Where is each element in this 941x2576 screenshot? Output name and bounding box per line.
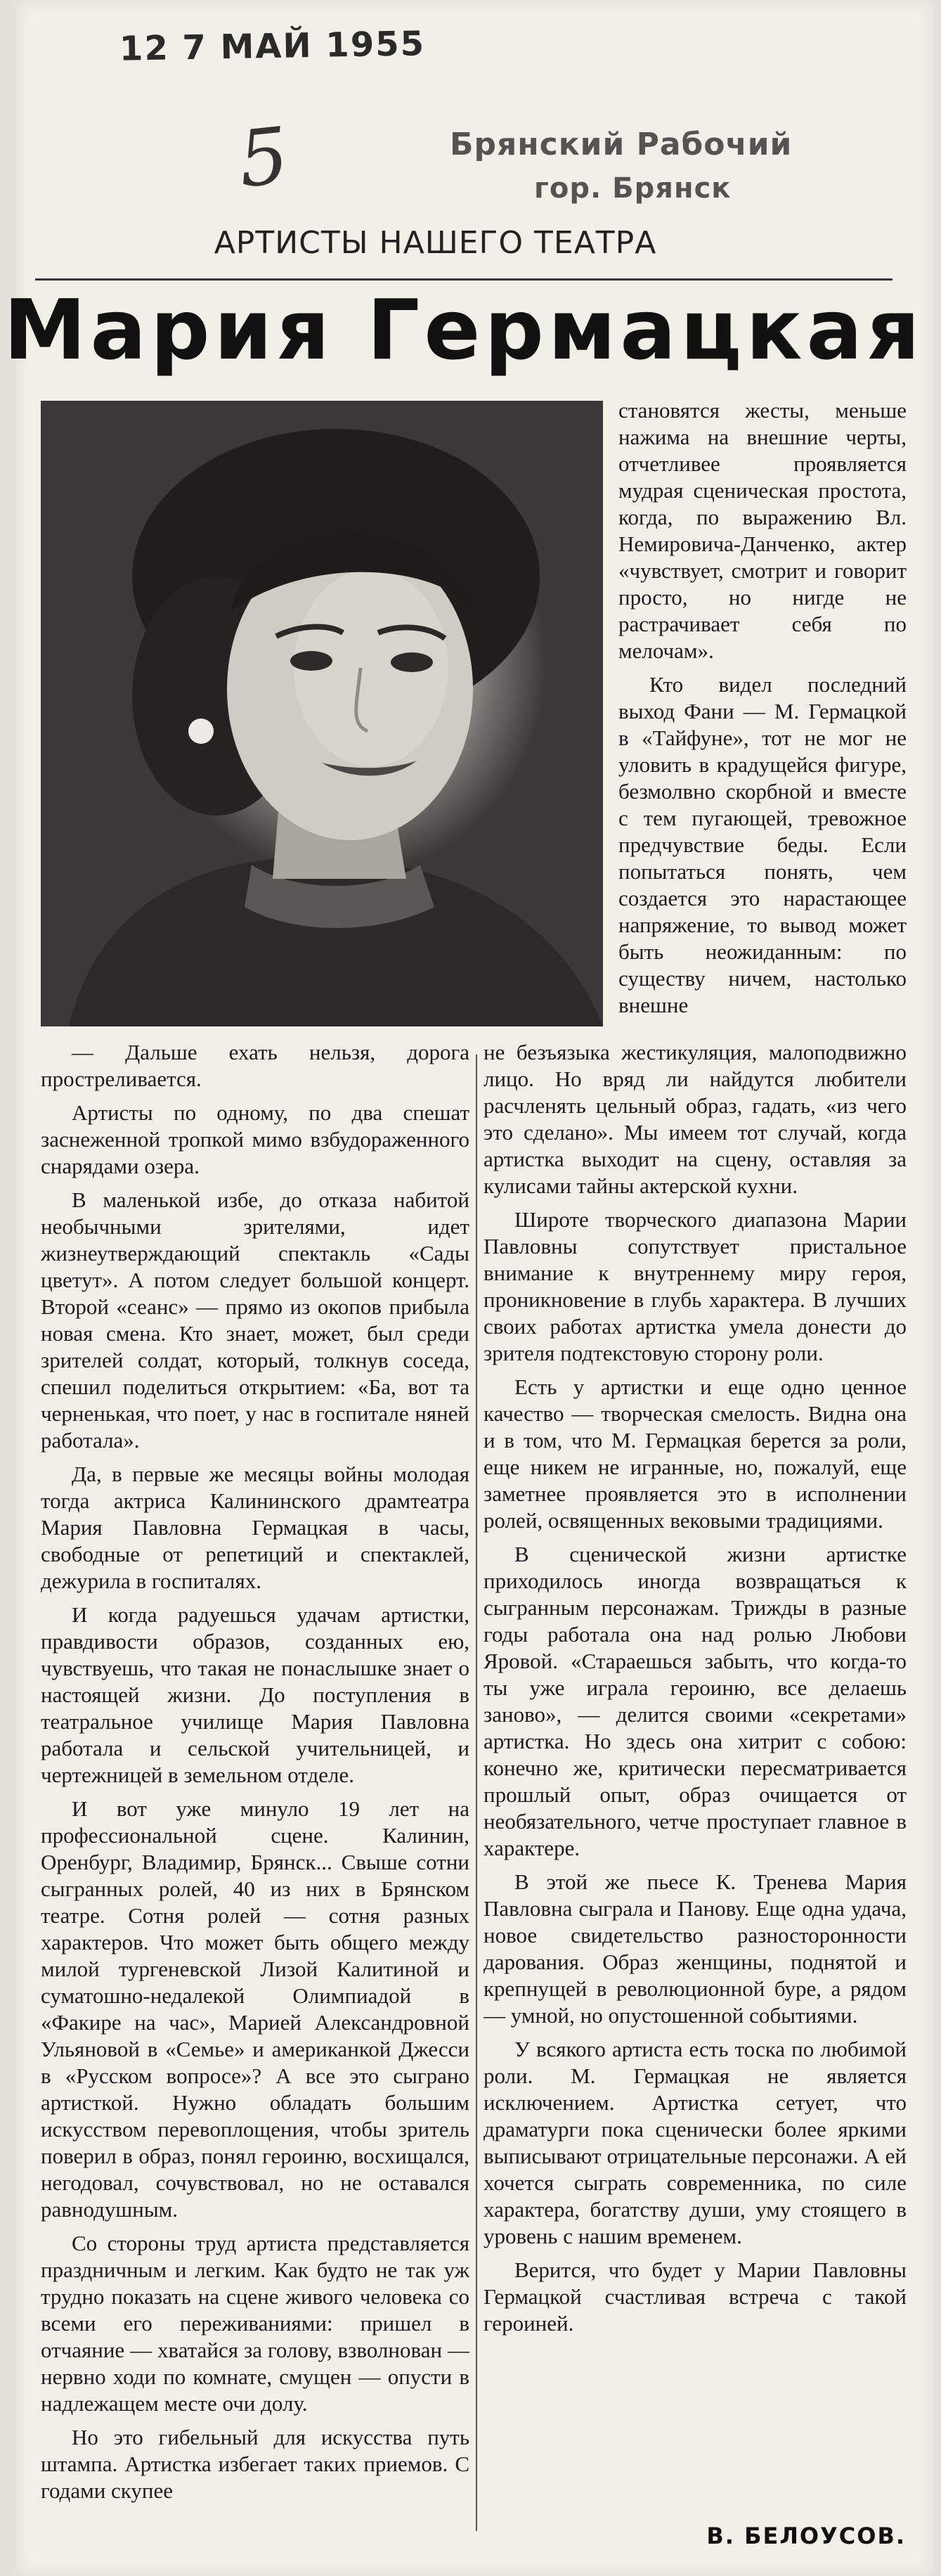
portrait-photo [41, 401, 603, 1026]
portrait-illustration [41, 401, 603, 1026]
date-stamp: 12 7 МАЙ 1955 [119, 24, 426, 69]
paragraph: Но это гибельный для искусства путь штампа. Артистка избегает таких приемов. С годами скупее [41, 2425, 469, 2503]
paragraph: не безъязыка жестикуляция, малоподвижно лицо. Но вряд ли найдутся любители расчленять цельный образ, гадать, «из чего это сделано». Мы имеем тот случай, когда артистка выходит на сцену, оставляя за кулисами тайны актерской кухни. [484, 1040, 907, 1198]
rubric-heading: АРТИСТЫ НАШЕГО ТЕАТРА [214, 225, 657, 261]
paragraph: Широте творческого диапазона Марии Павловны сопутствует пристальное внимание к внутреннему миру героя, проникновение в глубь характера. В лучших своих работах артистка умела донести до зрителя подтекстовую сторону роли. [484, 1207, 907, 1365]
city-stamp: гор. Брянск [534, 172, 732, 205]
paragraph: Есть у артистки и еще одно ценное качество — творческая смелость. Видна она и в том, что М. Гермацкая берется за роли, еще никем не игранные, но, пожалуй, еще заметнее проявляется это в исполнении ролей, освященных вековыми традициями. [484, 1374, 907, 1533]
article-title: Мария Гермацкая [4, 281, 924, 378]
paragraph: Артисты по одному, по два спешат заснеженной тропкой мимо взбудораженного снарядами озера. [41, 1100, 469, 1178]
paragraph: У всякого артиста есть тоска по любимой роли. М. Гермацкая не является исключением. Артистка сетует, что драматурги пока сценически более яркими выписывают отрицательные персонажи. А ей хочется сыграть современника, по силе характера, богатству души, уму стоящего в уровень с нашим временем. [484, 2037, 907, 2248]
paragraph: В маленькой избе, до отказа набитой необычными зрителями, идет жизнеутверждающий спектакль «Сады цветут». А потом следует большой концерт. Второй «сеанс» — прямо из окопов прибыла новая смена. Кто знает, может, был среди зрителей солдат, который, толкнув соседа, спешил поделиться открытием: «Ба, вот та черненькая, что поет, у нас в госпитале няней работала». [41, 1187, 469, 1453]
article-column-left [41, 1039, 469, 2530]
paragraph: В этой же пьесе К. Тренева Мария Павловна сыграла и Панову. Еще одна удача, новое свидетельство разносторонности дарования. Образ женщины, поднятой и крепнущей в революционной буре, а рядом — умной, но опустошенной событиями. [484, 1869, 907, 2028]
paragraph: становятся жесты, меньше нажима на внешние черты, отчетливее проявляется мудрая сценическая простота, когда, по выражению Вл. Немировича-Данченко, актер «чувствует, смотрит и говорит просто, но нигде не растрачивает себя по мелочам». [618, 398, 907, 663]
paragraph: И когда радуешься удачам артистки, правдивости образов, созданных ею, чувствуешь, что такая не понаслышке знает о настоящей жизни. До поступления в театральное училище Мария Павловна работала и сельской учительницей, и чертежницей в земельном отделе. [41, 1602, 469, 1787]
paragraph: Кто видел последний выход Фани — М. Гермацкой в «Тайфуне», тот не мог не уловить в крадущейся фигуре, безмолвно скорбной и вместе с тем пугающей, тревожное предчувствие беды. Если попытаться понять, чем создается это нарастающее напряжение, то вывод может быть неожиданным: по существу ничем, настолько внешне [618, 672, 907, 1017]
paragraph: В сценической жизни артистке приходилось иногда возвращаться к сыгранным персонажам. Трижды в разные годы работала она над ролью Любови Яровой. «Стараешься забыть, что когда-то ты уже играла героиню, все делаешь заново», — делится своими «секретами» артистка. Но здесь она хитрит с собою: конечно же, критически пересматривается прошлый опыт, образ очищается от необязательного, четче проступает главное в характере. [484, 1542, 907, 1860]
newspaper-stamp: Брянский Рабочий [450, 127, 793, 162]
paragraph: — Дальше ехать нельзя, дорога простреливается. [41, 1040, 469, 1091]
paragraph: И вот уже минуло 19 лет на профессиональной сцене. Калинин, Оренбург, Владимир, Брянск... Свыше сотни сыгранных ролей, 40 из них в Брянском театре. Сотня ролей — сотня разных характеров. Что может быть общего между милой тургеневской Лизой Калитиной и суматошно-недалекой Олимпиадой в «Факире на час», Марией Александровной Ульяновой в «Семье» и американкой Джесси в «Русском вопросе»? А все это сыграно артисткой. Нужно обладать большим искусством перевоплощения, чтобы зритель поверил в образ, понял героиню, восхищался, негодовал, сочувствовал, но не оставался равнодушным. [41, 1796, 469, 2222]
paragraph: Да, в первые же месяцы войны молодая тогда актриса Калининского драмтеатра Мария Павловна Гермацкая в часы, свободные от репетиций и спектаклей, дежурила в госпиталях. [41, 1462, 469, 1593]
column-divider [476, 1055, 477, 2531]
article-column-middle [484, 1039, 907, 2501]
rubric-divider [35, 278, 893, 281]
article-column-right-top [618, 397, 907, 1090]
paragraph: Со стороны труд артиста представляется праздничным и легким. Как будто не так уж трудно показать на сцене живого человека со всеми его переживаниями: пришел в отчаяние — хватайся за голову, взволнован — нервно ходи по комнате, смущен — опусти в надлежащем месте очи долу. [41, 2231, 469, 2416]
author-byline: В. БЕЛОУСОВ. [706, 2523, 906, 2549]
paragraph: Верится, что будет у Марии Павловны Гермацкой счастливая встреча с такой героиней. [484, 2258, 907, 2336]
handwritten-number: 5 [234, 110, 293, 205]
